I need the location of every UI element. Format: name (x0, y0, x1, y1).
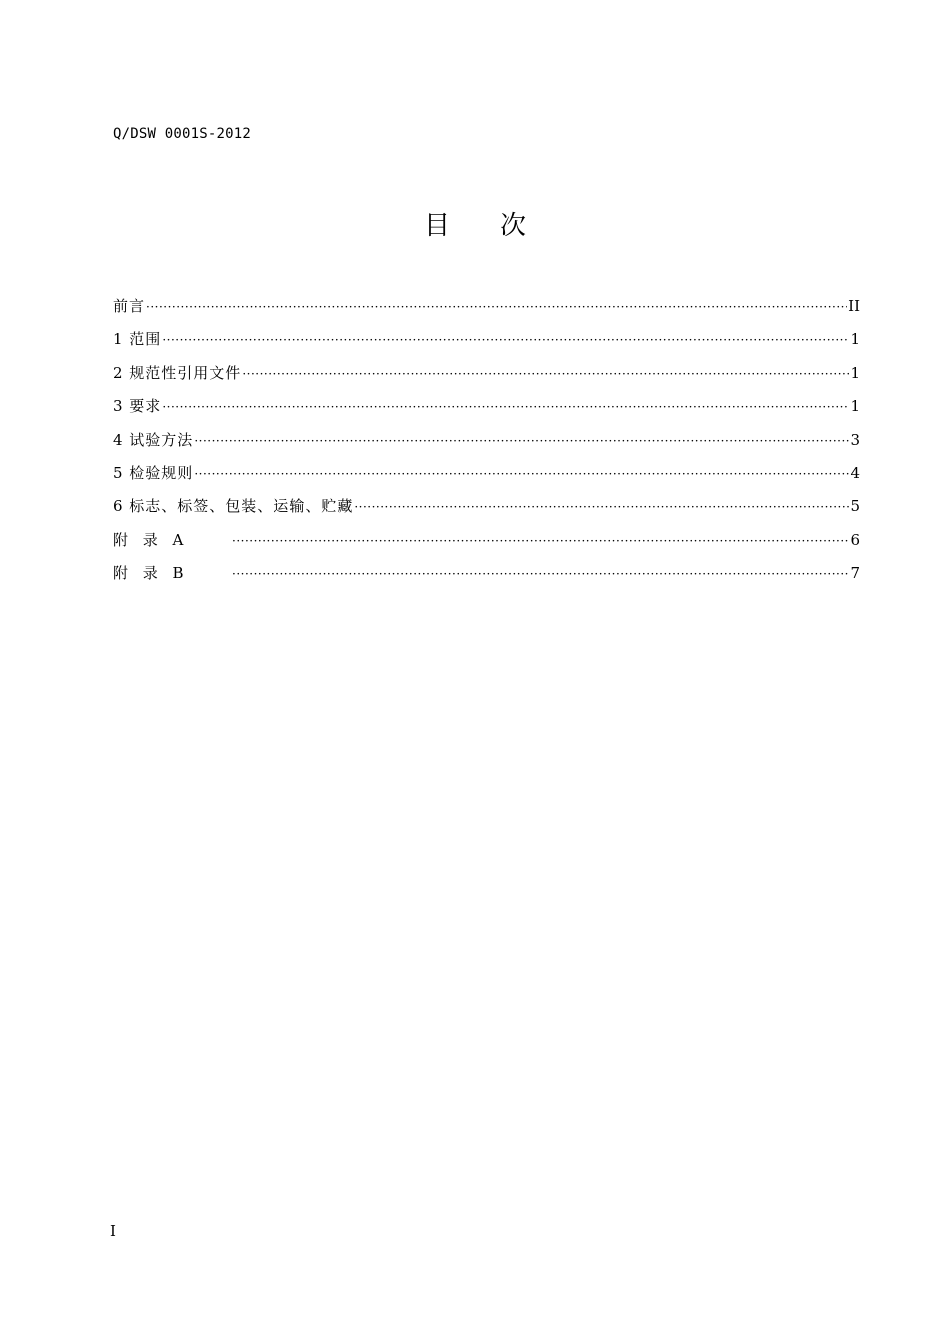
toc-leader-dots (162, 328, 849, 352)
toc-entry-label: 4 试验方法 (113, 430, 194, 449)
toc-leader-dots (146, 295, 847, 319)
toc-entry-label: 附 录 A (113, 530, 189, 549)
toc-entry-label: 2 规范性引用文件 (113, 363, 242, 382)
page-number: I (110, 1222, 116, 1240)
toc-entry-requirements[interactable] (113, 394, 860, 427)
toc-leader-dots (194, 429, 849, 453)
toc-entry-label: 前言 (113, 297, 146, 315)
toc-entry-inspection-rules[interactable] (113, 461, 860, 494)
toc-entry-marking-packaging[interactable] (113, 494, 860, 527)
toc-leader-dots (162, 395, 849, 419)
toc-entry-appendix-b[interactable] (113, 561, 860, 594)
document-code: Q/DSW 0001S-2012 (113, 126, 252, 142)
toc-list (113, 294, 860, 595)
toc-leader-dots (354, 495, 849, 519)
toc-entry-page: II (848, 297, 860, 315)
toc-leader-dots (232, 529, 849, 553)
toc-entry-page: 7 (850, 564, 860, 583)
toc-entry-label: 6 标志、标签、包装、运输、贮藏 (113, 497, 354, 516)
toc-entry-scope[interactable] (113, 327, 860, 360)
toc-title-char-1: 目 (423, 211, 450, 241)
toc-entry-label: 5 检验规则 (113, 463, 194, 482)
toc-entry-page: 4 (850, 463, 860, 482)
toc-leader-dots (232, 562, 849, 586)
toc-entry-page: 5 (850, 497, 860, 516)
toc-entry-normative-references[interactable] (113, 361, 860, 394)
toc-entry-test-methods[interactable] (113, 428, 860, 461)
toc-entry-appendix-a[interactable] (113, 528, 860, 561)
toc-leader-dots (242, 362, 849, 386)
toc-title (0, 205, 950, 242)
toc-entry-page: 6 (850, 530, 860, 549)
toc-entry-page: 3 (850, 430, 860, 449)
toc-entry-page: 1 (850, 330, 860, 349)
toc-entry-foreword[interactable] (113, 294, 860, 327)
toc-entry-label: 附 录 B (113, 564, 189, 583)
toc-entry-page: 1 (850, 363, 860, 382)
toc-entry-label: 3 要求 (113, 397, 162, 416)
toc-entry-page: 1 (850, 397, 860, 416)
toc-leader-dots (194, 462, 849, 486)
toc-entry-label: 1 范围 (113, 330, 162, 349)
toc-title-char-2: 次 (500, 211, 527, 241)
